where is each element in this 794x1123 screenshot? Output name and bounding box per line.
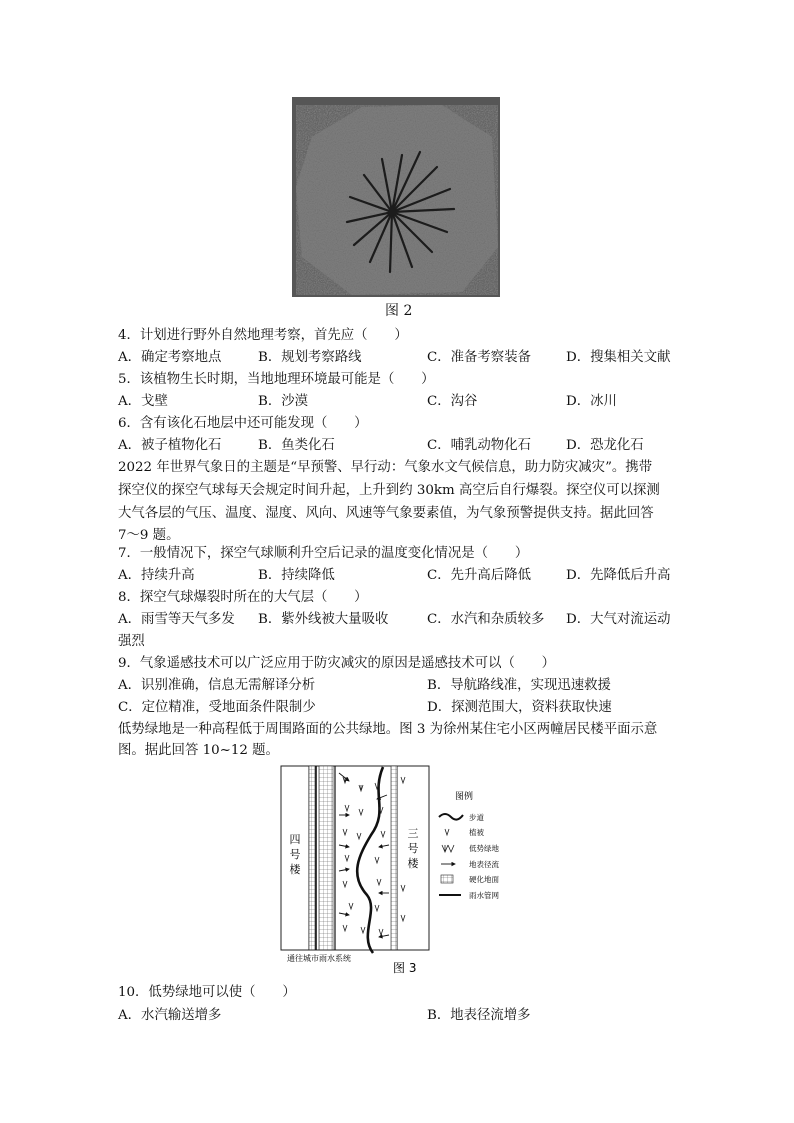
fossil-photo (292, 97, 500, 297)
question-10-stem: 10．低势绿地可以使（ ） (118, 985, 296, 1000)
q8-option-d: D．大气对流运动 (566, 612, 671, 627)
legend-rain-pipe: 雨水管网 (469, 891, 499, 900)
figure-3-caption: 图 3 (393, 961, 417, 975)
q5-option-b: B．沙漠 (258, 394, 309, 409)
q9-option-a: A．识别准确，信息无需解译分析 (118, 678, 316, 693)
legend-title: 图例 (455, 792, 474, 802)
svg-text:楼: 楼 (289, 863, 301, 876)
question-7-stem: 7．一般情况下，探空气球顺利升空后记录的温度变化情况是（ ） (118, 546, 529, 561)
passage-3-line-1: 低势绿地是一种高程低于周围路面的公共绿地。图 3 为徐州某住宅小区两幢居民楼平面示意 (118, 722, 658, 737)
q5-option-d: D．冰川 (566, 394, 617, 409)
q7-option-b: B．持续降低 (258, 568, 335, 583)
svg-text:号: 号 (407, 842, 419, 855)
drain-label: 通往城市雨水系统 (287, 954, 351, 963)
legend-vegetation: 植被 (469, 828, 484, 837)
svg-text:楼: 楼 (407, 857, 419, 870)
q7-option-c: C．先升高后降低 (427, 568, 531, 583)
q8-option-a: A．雨雪等天气多发 (118, 612, 235, 627)
q4-option-a: A．确定考察地点 (118, 350, 222, 365)
q6-option-b: B．鱼类化石 (258, 438, 335, 453)
question-6-stem: 6．含有该化石地层中还可能发现（ ） (118, 416, 368, 431)
q7-option-a: A．持续升高 (118, 568, 195, 583)
q10-option-b: B．地表径流增多 (427, 1008, 531, 1023)
q10-option-a: A．水汽输送增多 (118, 1008, 222, 1023)
residential-plan-diagram (279, 765, 523, 977)
svg-text:号: 号 (289, 848, 301, 861)
question-5-stem: 5．该植物生长时期，当地地理环境最可能是（ ） (118, 372, 435, 387)
question-9-stem: 9．气象遥感技术可以广泛应用于防灾减灾的原因是遥感技术可以（ ） (118, 656, 556, 671)
q5-option-c: C．沟谷 (427, 394, 478, 409)
legend-runoff: 地表径流 (469, 860, 499, 869)
figure-2-caption: 图 2 (385, 303, 413, 319)
legend-low-green: 低势绿地 (469, 844, 499, 853)
q4-option-b: B．规划考察路线 (258, 350, 362, 365)
q8-option-d-wrap: 强烈 (118, 634, 145, 649)
building-4-label-1: 四 (289, 833, 301, 846)
q7-option-d: D．先降低后升高 (566, 568, 671, 583)
q9-option-b: B．导航路线准，实现迅速救援 (427, 678, 611, 693)
q8-option-c: C．水汽和杂质较多 (427, 612, 545, 627)
q5-option-a: A．戈壁 (118, 394, 168, 409)
q9-option-c: C．定位精准，受地面条件限制少 (118, 700, 316, 715)
q4-option-c: C．准备考察装备 (427, 350, 531, 365)
question-4-stem: 4．计划进行野外自然地理考察，首先应（ ） (118, 328, 408, 343)
legend-hardened-ground: 硬化地面 (469, 875, 499, 884)
q9-option-d: D．探测范围大，资料获取快速 (427, 700, 612, 715)
legend-walkway: 步道 (469, 813, 484, 822)
q6-option-c: C．哺乳动物化石 (427, 438, 531, 453)
q4-option-d: D．搜集相关文献 (566, 350, 671, 365)
building-3-label: 三 (407, 827, 419, 840)
q8-option-b: B．紫外线被大量吸收 (258, 612, 389, 627)
passage-2-line-4: 7～9 题。 (118, 528, 180, 543)
passage-3-line-2: 图。据此回答 10~12 题。 (118, 743, 279, 758)
q6-option-d: D．恐龙化石 (566, 438, 644, 453)
passage-2-line-1: 2022 年世界气象日的主题是“早预警、早行动：气象水文气候信息，助力防灾减灾”。携带 (118, 460, 653, 475)
passage-2-line-3: 大气各层的气压、温度、湿度、风向、风速等气象要素值，为气象预警提供支持。据此回答 (118, 506, 654, 521)
q6-option-a: A．被子植物化石 (118, 438, 222, 453)
passage-2-line-2: 探空仪的探空气球每天会规定时间升起，上升到约 30km 高空后自行爆裂。探空仪可以探测 (118, 483, 660, 498)
question-8-stem: 8．探空气球爆裂时所在的大气层（ ） (118, 590, 368, 605)
